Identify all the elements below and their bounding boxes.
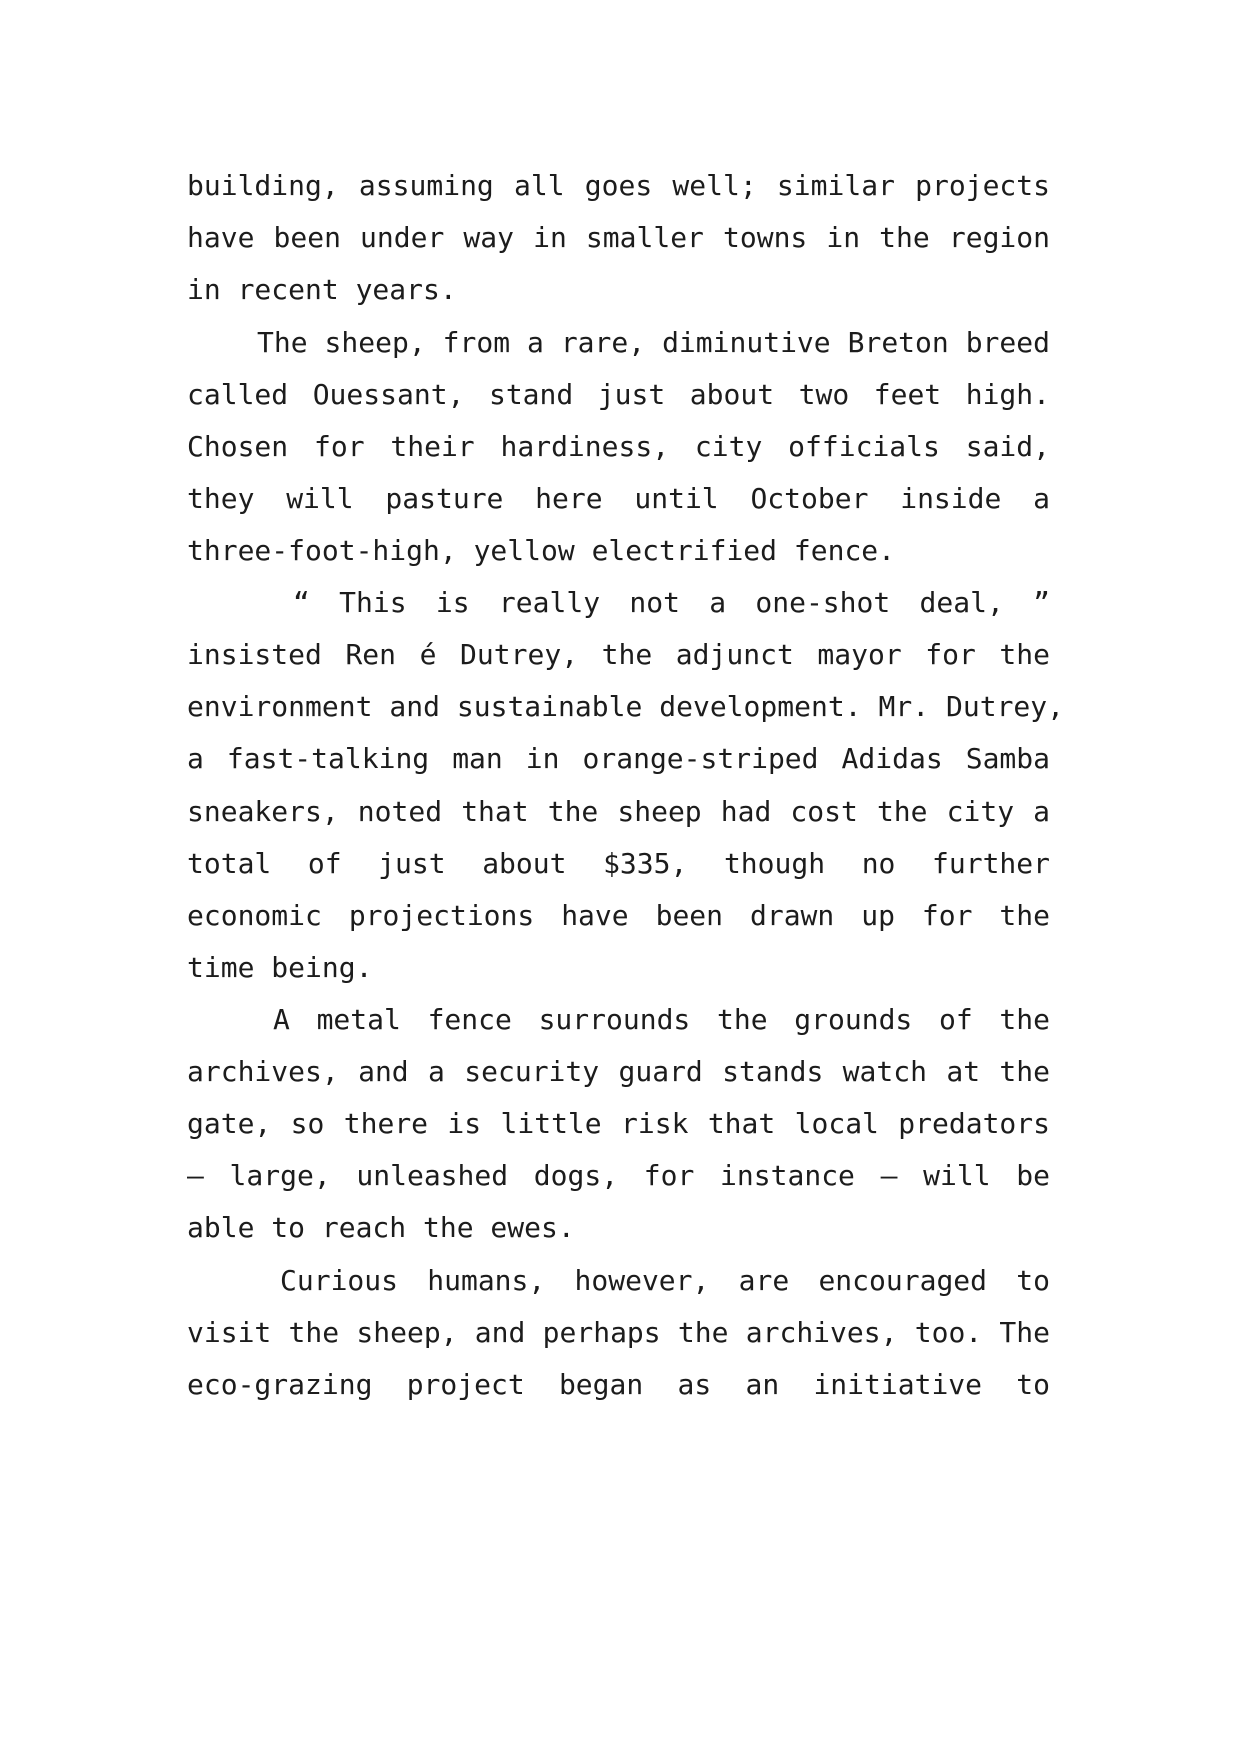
text-line: a fast-talking man in orange-striped Adidas Samba [187,742,1050,775]
text-line: in recent years. [187,273,457,306]
paragraph-first-line: Curious humans, however, are encouraged to [280,1264,1050,1297]
text-line: archives, and a security guard stands watch at the [187,1055,1050,1088]
text-line: insisted Ren é Dutrey, the adjunct mayor for the [187,638,1050,671]
text-line: — large, unleashed dogs, for instance — will be [187,1159,1050,1192]
text-line: sneakers, noted that the sheep had cost the city a [187,795,1050,828]
paragraph-first-line: A metal fence surrounds the grounds of the [273,1003,1050,1036]
text-line: gate, so there is little risk that local predators [187,1107,1050,1140]
text-line: building, assuming all goes well; similar projects [187,169,1050,202]
text-line: have been under way in smaller towns in the region [187,221,1050,254]
text-line: time being. [187,951,373,984]
text-line: three-foot-high, yellow electrified fence. [187,534,896,567]
paragraph-first-line: “ This is really not a one-shot deal, ” [293,586,1050,619]
text-line: total of just about $335, though no further [187,847,1050,880]
text-line: Chosen for their hardiness, city officials said, [187,430,1050,463]
paragraph-first-line: The sheep, from a rare, diminutive Breton breed [257,326,1050,359]
text-line: able to reach the ewes. [187,1211,575,1244]
text-line: they will pasture here until October inside a [187,482,1050,515]
text-line: environment and sustainable development. Mr. Dutrey, [187,690,1064,723]
text-line: economic projections have been drawn up for the [187,899,1050,932]
text-line: visit the sheep, and perhaps the archives, too. The [187,1316,1050,1349]
text-line: eco-grazing project began as an initiative to [187,1368,1050,1401]
text-line: called Ouessant, stand just about two feet high. [187,378,1050,411]
